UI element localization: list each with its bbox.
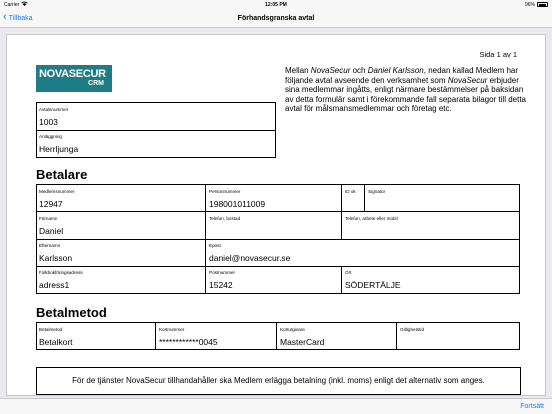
last-name: Karlsson xyxy=(39,253,73,263)
battery-percent: 96% xyxy=(524,1,535,8)
payment-table xyxy=(36,322,520,350)
navigation-bar xyxy=(0,9,552,28)
agreement-number-label: Avtalsnummer xyxy=(39,107,69,112)
chevron-left-icon: ‹ xyxy=(3,10,7,23)
phone-work-label: Telefon, arbete eller mobil xyxy=(345,216,398,221)
payer-table xyxy=(36,184,520,294)
payment-heading: Betalmetod xyxy=(36,305,107,320)
last-name-label: Efternamn xyxy=(39,243,61,248)
city-label: Ort xyxy=(345,270,352,275)
intro-text: erbjuder sina medlemmar ingåtts, enligt närmare bestämmelser på baksidan av detta formulär samt i förekommande fall separata bilagor till detta avtal för målsmansmedlemmar och företag etc. xyxy=(285,75,527,114)
intro-company: NovaSecur xyxy=(310,66,351,75)
facility: Herrljunga xyxy=(39,144,79,154)
payment-method-label: Betalmetod xyxy=(39,327,63,332)
agreement-document[interactable] xyxy=(6,34,546,396)
phone-home-label: Telefon, bostad xyxy=(209,216,241,221)
status-bar xyxy=(0,0,552,9)
logo-subtext: CRM xyxy=(88,80,104,87)
agreement-number: 1003 xyxy=(39,117,58,127)
page-number: Sida 1 av 1 xyxy=(479,50,517,59)
member-number-label: Medlemsnummer xyxy=(39,189,75,194)
intro-paragraph xyxy=(285,66,529,114)
signature-label: Signatur xyxy=(368,189,386,194)
card-number: ************0045 xyxy=(159,337,218,347)
zip-label: Postnummer xyxy=(209,270,236,275)
card-issuer: MasterCard xyxy=(280,337,325,347)
facility-label: Anläggning xyxy=(39,134,62,139)
intro-company: NovaSecur xyxy=(447,75,488,85)
email: daniel@novasecur.se xyxy=(209,253,291,263)
clock: 12:05 PM xyxy=(265,1,287,8)
valid-thru-label: Giltighetstid xyxy=(400,327,425,332)
payer-heading: Betalare xyxy=(36,167,88,182)
member-number: 12947 xyxy=(39,199,63,209)
address: adress1 xyxy=(39,280,70,290)
bottom-toolbar xyxy=(0,398,552,414)
continue-button[interactable]: Fortsätt xyxy=(520,403,544,410)
payment-method: Betalkort xyxy=(39,337,73,347)
address-label: Folkbokföringsadress xyxy=(39,270,83,275)
zip: 15242 xyxy=(209,280,233,290)
personal-number: 198001011009 xyxy=(209,199,266,209)
card-number-label: Kortnummer xyxy=(159,327,185,332)
logo-text: NOVASECUR xyxy=(39,68,106,80)
novasecur-logo xyxy=(36,65,112,92)
page-title: Förhandsgranska avtal xyxy=(237,14,315,22)
id-ok-label: ID ok xyxy=(345,189,356,194)
city: SÖDERTÄLJE xyxy=(345,280,401,290)
battery-icon xyxy=(537,2,548,7)
first-name: Daniel xyxy=(39,226,64,236)
divider xyxy=(37,130,275,131)
intro-member: Daniel Karlsson xyxy=(367,66,424,75)
personal-number-label: Personnummer xyxy=(209,189,241,194)
email-label: Epost xyxy=(209,243,221,248)
back-button[interactable] xyxy=(3,10,33,24)
intro-text: Mellan xyxy=(285,66,311,75)
agreement-box xyxy=(36,102,276,158)
intro-text: , nedan kallad Medlem har följande avtal avseende den verksamhet som xyxy=(285,66,519,85)
carrier-label: Carrier xyxy=(4,1,20,8)
payment-notice: För de tjänster NovaSecur tillhandahåller ska Medlem erlägga betalning (inkl. moms) enligt det alternativ som anges. xyxy=(36,367,521,395)
card-issuer-label: Kortutgivare xyxy=(280,327,305,332)
back-label: Tillbaka xyxy=(8,14,33,22)
intro-text: och xyxy=(350,66,368,75)
first-name-label: Förnamn xyxy=(39,216,58,221)
